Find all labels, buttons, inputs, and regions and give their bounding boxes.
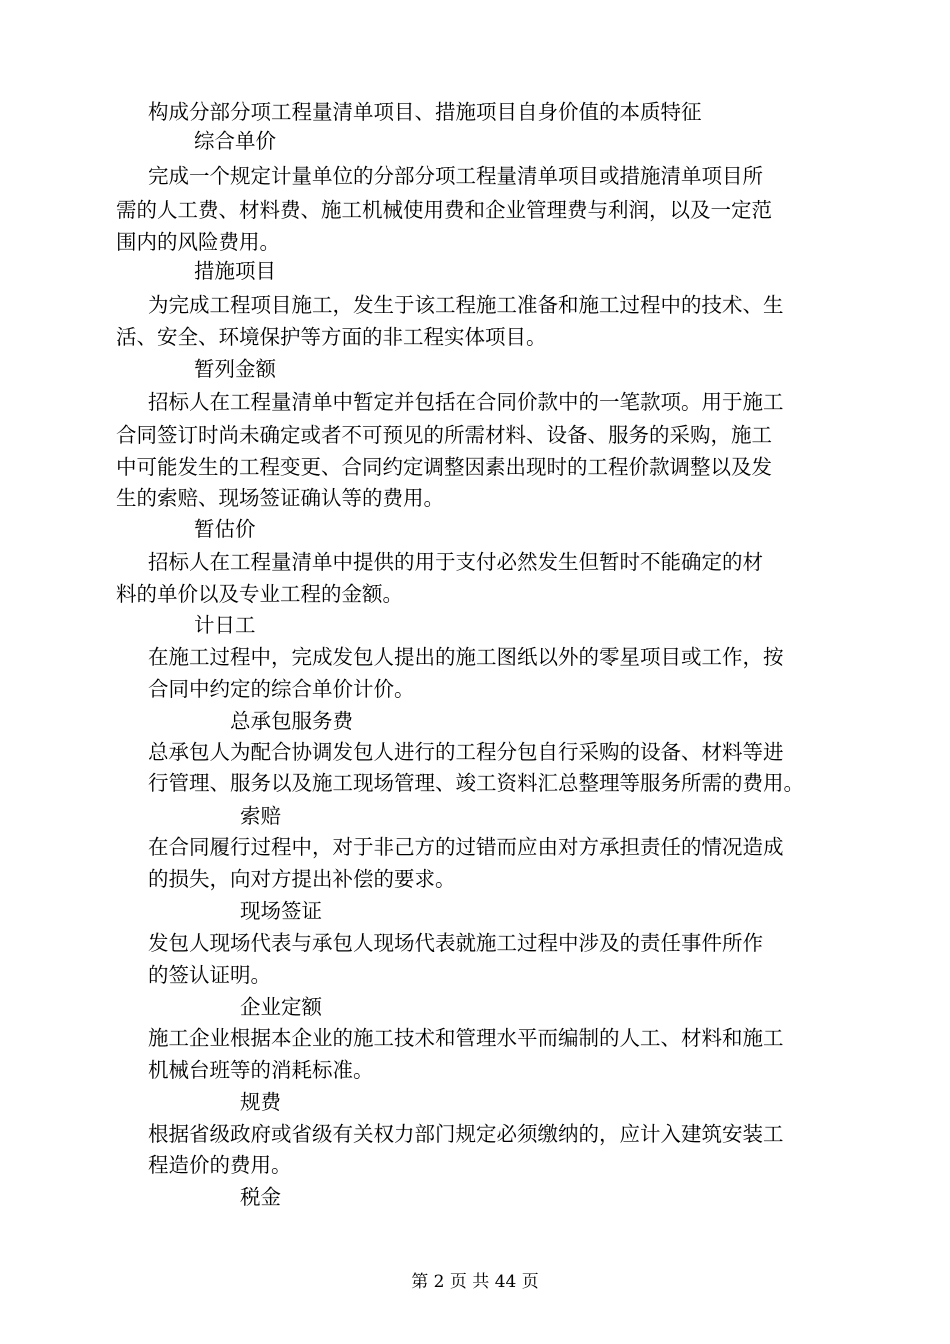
body-line: 招标人在工程量清单中暂定并包括在合同价款中的一笔款项。用于施工 — [148, 390, 784, 414]
body-line: 活、安全、环境保护等方面的非工程实体项目。 — [116, 325, 547, 349]
body-line: 构成分部分项工程量清单项目、措施项目自身价值的本质特征 — [148, 100, 702, 124]
body-line: 生的索赔、现场签证确认等的费用。 — [116, 486, 444, 510]
body-line: 发包人现场代表与承包人现场代表就施工过程中涉及的责任事件所作 — [148, 931, 763, 955]
body-line: 合同签订时尚未确定或者不可预见的所需材料、设备、服务的采购，施工 — [116, 423, 772, 447]
body-line: 在合同履行过程中，对于非己方的过错而应由对方承担责任的情况造成 — [148, 835, 784, 859]
body-line: 需的人工费、材料费、施工机械使用费和企业管理费与利润，以及一定范 — [116, 198, 772, 222]
body-line: 在施工过程中，完成发包人提出的施工图纸以外的零星项目或工作，按 — [148, 645, 784, 669]
body-line: 行管理、服务以及施工现场管理、竣工资料汇总整理等服务所需的费用。 — [148, 771, 804, 795]
body-line: 完成一个规定计量单位的分部分项工程量清单项目或措施清单项目所 — [148, 164, 763, 188]
body-line: 招标人在工程量清单中提供的用于支付必然发生但暂时不能确定的材 — [148, 550, 763, 574]
body-line: 料的单价以及专业工程的金额。 — [116, 582, 403, 606]
body-line: 中可能发生的工程变更、合同约定调整因素出现时的工程价款调整以及发 — [116, 455, 772, 479]
term-heading: 税金 — [240, 1185, 281, 1209]
body-line: 的损失，向对方提出补偿的要求。 — [148, 867, 456, 891]
term-heading: 索赔 — [240, 804, 281, 828]
body-line: 施工企业根据本企业的施工技术和管理水平而编制的人工、材料和施工 — [148, 1026, 784, 1050]
term-heading: 计日工 — [194, 613, 256, 637]
body-line: 总承包人为配合协调发包人进行的工程分包自行采购的设备、材料等进 — [148, 740, 784, 764]
body-line: 程造价的费用。 — [148, 1153, 292, 1177]
term-heading: 措施项目 — [194, 259, 276, 283]
term-heading: 暂估价 — [194, 517, 256, 541]
body-line: 的签认证明。 — [148, 963, 271, 987]
body-line: 根据省级政府或省级有关权力部门规定必须缴纳的，应计入建筑安装工 — [148, 1122, 784, 1146]
term-heading: 暂列金额 — [194, 357, 276, 381]
term-heading: 企业定额 — [240, 995, 322, 1019]
term-heading: 总承包服务费 — [230, 709, 353, 733]
body-line: 合同中约定的综合单价计价。 — [148, 677, 415, 701]
term-heading: 综合单价 — [194, 129, 276, 153]
term-heading: 现场签证 — [240, 899, 322, 923]
term-heading: 规费 — [240, 1090, 281, 1114]
body-line: 围内的风险费用。 — [116, 230, 280, 254]
body-line: 机械台班等的消耗标准。 — [148, 1058, 374, 1082]
page-number-footer: 第 2 页 共 44 页 — [411, 1272, 539, 1292]
body-line: 为完成工程项目施工，发生于该工程施工准备和施工过程中的技术、生 — [148, 293, 784, 317]
